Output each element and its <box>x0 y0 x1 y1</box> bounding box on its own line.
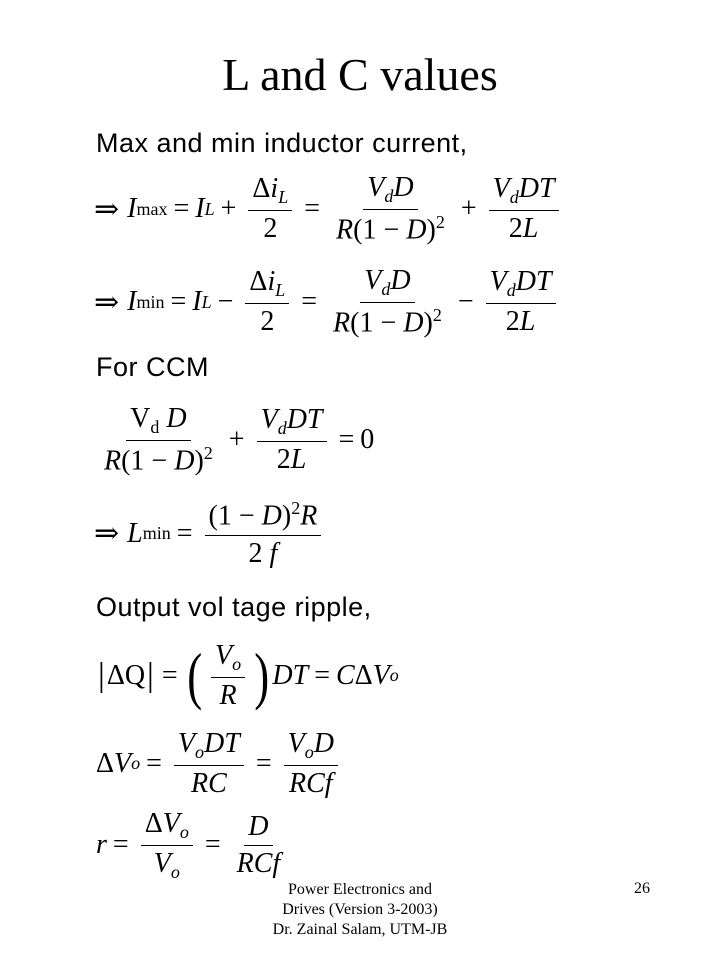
footer-line-3: Dr. Zainal Salam, UTM-JB <box>272 921 448 938</box>
slide-title: L and C values <box>222 49 498 100</box>
heading-output-ripple: Output vol tage ripple, <box>96 592 372 622</box>
equation-ccm-boundary: $\frac{V_d D}{R(1 - D)^2}$ + $\frac{V_dDT}{2L}$ = 0 <box>104 403 375 477</box>
equation-delta-q: | ΔQ | = ( $\frac{V_o}{R}$ ) DT = C Δ V o <box>98 639 399 711</box>
page-number: 26 <box>634 880 650 897</box>
heading-max-min-current: Max and min inductor current, <box>96 128 468 158</box>
heading-ccm: For CCM <box>96 352 209 382</box>
equation-imax: ⇒ I max = I L + $\frac{\Delta i_L}{2}$ = $\frac{V_dD}{R(1 - D)^2}$ + $\frac{V_dDT}{2L}$ <box>94 172 565 246</box>
equation-imin: ⇒ I min = I L − $\frac{\Delta i_L}{2}$ = $\frac{V_dD}{R(1 - D)^2}$ − $\frac{V_dDT}{2L}$ <box>94 265 562 339</box>
footer-line-1: Power Electronics and <box>288 881 432 898</box>
equation-ripple-ratio: r = $\frac{\Delta V_o}{V_o}$ = $\frac{D}{\text{RCf}}$ <box>96 808 281 882</box>
equation-lmin: ⇒ L min = $\frac{(1 - D)^2R}{2 f}$ <box>94 498 327 570</box>
equation-delta-vo: Δ V o = $\frac{V_oDT}{RC}$ = $\frac{V_oD}{\text{RCf}}$ <box>96 728 344 800</box>
footer-credit <box>240 880 480 940</box>
footer-line-2: Drives (Version 3-2003) <box>282 901 438 918</box>
